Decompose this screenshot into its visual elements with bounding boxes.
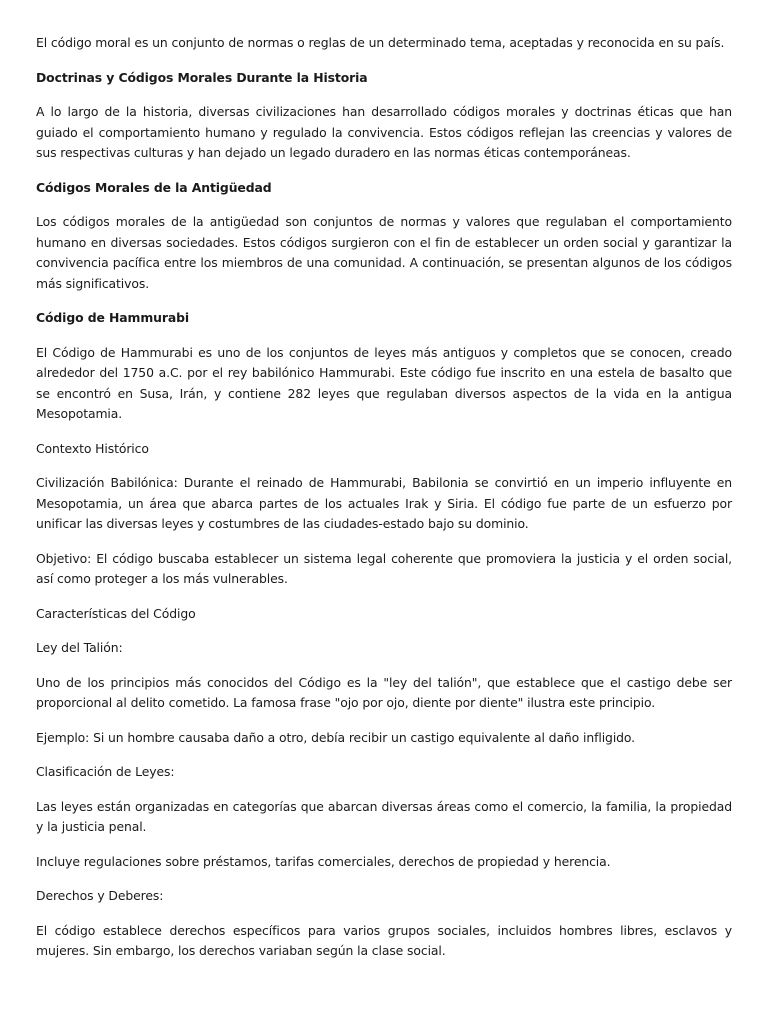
paragraph: Los códigos morales de la antigüedad son conjuntos de normas y valores que regulaban el comportamiento humano en diversas sociedades. Estos códigos surgieron con el fin de establecer un orden social y garantizar la convivencia pacífica entre los miembros de una comunidad. A continuación, se presentan algunos de los códigos más significativos. bbox=[36, 214, 732, 291]
paragraph: El código establece derechos específicos para varios grupos sociales, incluidos hombres libres, esclavos y mujeres. Sin embargo, los derechos variaban según la clase social. bbox=[36, 922, 732, 958]
paragraph: Incluye regulaciones sobre préstamos, tarifas comerciales, derechos de propiedad y herencia. bbox=[36, 853, 611, 869]
paragraph: Civilización Babilónica: Durante el reinado de Hammurabi, Babilonia se convirtió en un imperio influyente en Mesopotamia, un área que abarca partes de los actuales Irak y Siria. El código fue parte de un esfuerzo por unificar las diversas leyes y costumbres de las ciudades-estado bajo su dominio. bbox=[36, 475, 732, 531]
subheading: Características del Código bbox=[36, 605, 196, 621]
subheading: Derechos y Deberes: bbox=[36, 888, 164, 903]
section-heading: Doctrinas y Códigos Morales Durante la Historia bbox=[36, 69, 368, 85]
subheading: Contexto Histórico bbox=[36, 440, 149, 456]
paragraph: El código moral es un conjunto de normas o reglas de un determinado tema, aceptadas y reconocida en su país. bbox=[36, 35, 725, 50]
paragraph: Uno de los principios más conocidos del Código es la "ley del talión", que establece que el castigo debe ser proporcional al delito cometido. La famosa frase "ojo por ojo, diente por diente" ilustra este principio. bbox=[36, 674, 732, 710]
subheading: Clasificación de Leyes: bbox=[36, 764, 175, 779]
paragraph: El Código de Hammurabi es uno de los conjuntos de leyes más antiguos y completos que se conocen, creado alrededor del 1750 a.C. por el rey babilónico Hammurabi. Este código fue inscrito en una estela de basalto que se encontró en Susa, Irán, y contiene 282 leyes que regulaban diversos aspectos de la vida en la antigua Mesopotamia. bbox=[36, 344, 732, 421]
subheading: Ley del Talión: bbox=[36, 640, 123, 655]
paragraph: Ejemplo: Si un hombre causaba daño a otro, debía recibir un castigo equivalente al daño infligido. bbox=[36, 729, 636, 745]
paragraph: Objetivo: El código buscaba establecer un sistema legal coherente que promoviera la justicia y el orden social, así como proteger a los más vulnerables. bbox=[36, 550, 732, 586]
paragraph: Las leyes están organizadas en categorías que abarcan diversas áreas como el comercio, la familia, la propiedad y la justicia penal. bbox=[36, 798, 732, 834]
section-heading: Código de Hammurabi bbox=[36, 310, 190, 325]
section-heading: Códigos Morales de la Antigüedad bbox=[36, 179, 272, 195]
paragraph: A lo largo de la historia, diversas civilizaciones han desarrollado códigos morales y doctrinas éticas que han guiado el comportamiento humano y regulado la convivencia. Estos códigos reflejan las creencias y valores de sus respectivas culturas y han dejado un legado duradero en las normas éticas contemporáneas. bbox=[36, 104, 732, 160]
